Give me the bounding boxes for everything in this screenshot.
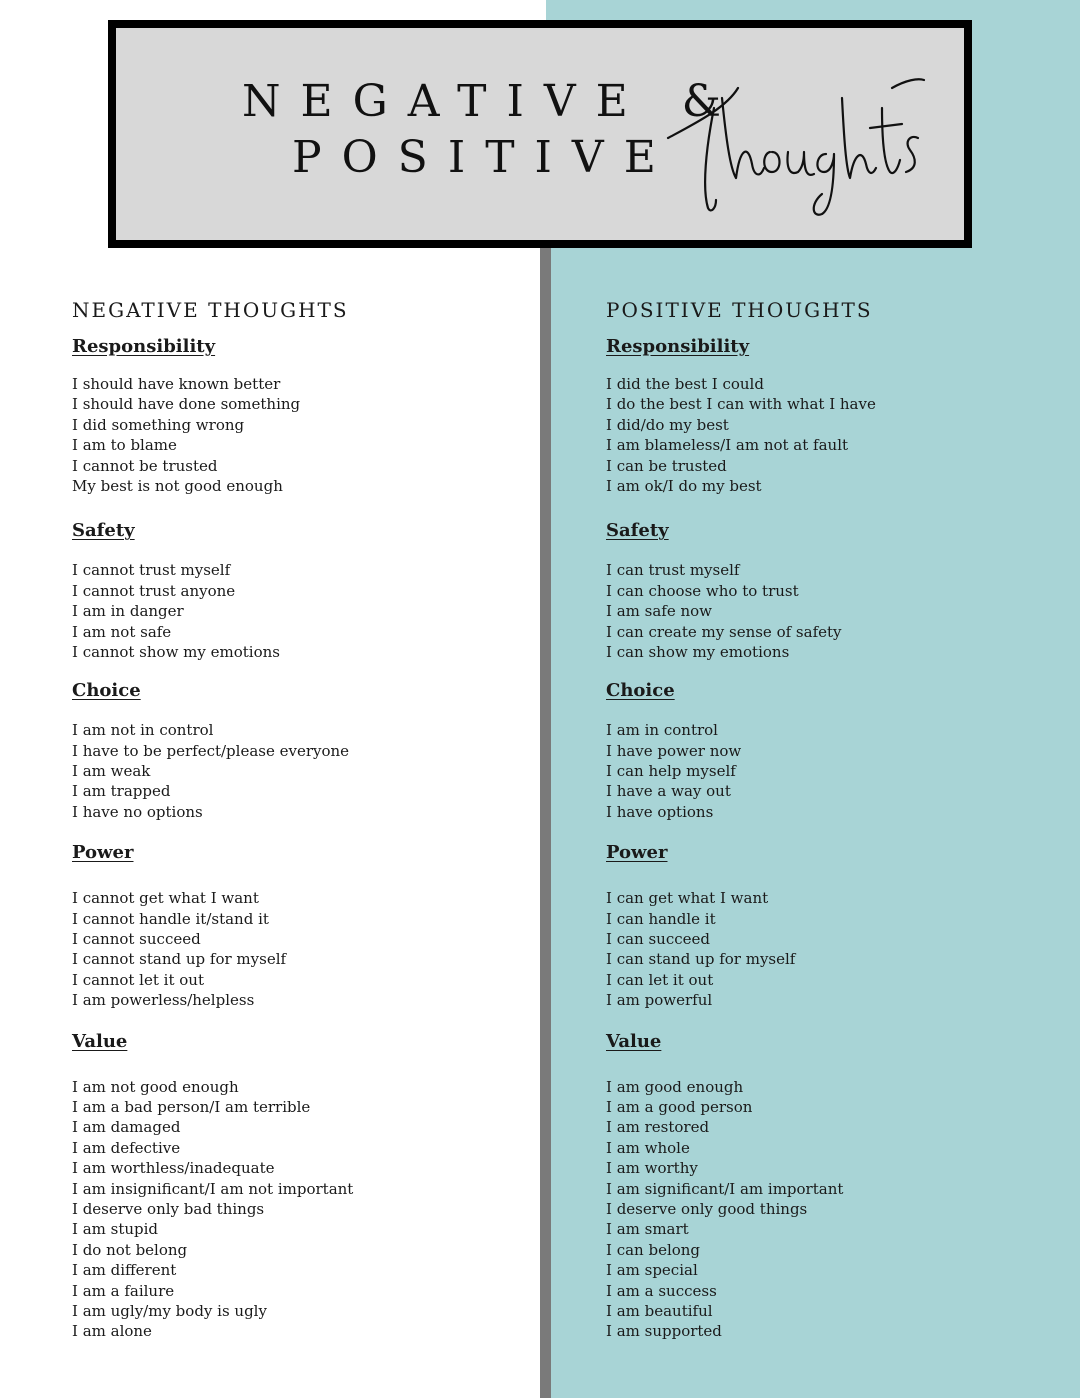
thought-item: I am worthless/inadequate bbox=[72, 1159, 275, 1178]
thought-item: I can be trusted bbox=[606, 456, 727, 475]
thought-item: I cannot succeed bbox=[72, 930, 201, 949]
thought-item: I am defective bbox=[72, 1138, 181, 1157]
thought-item: I am whole bbox=[606, 1138, 690, 1157]
thought-item: I am alone bbox=[72, 1322, 152, 1341]
thought-list bbox=[72, 888, 512, 1010]
thought-item: I deserve only good things bbox=[606, 1199, 808, 1218]
negative-thoughts-column bbox=[72, 296, 512, 1342]
thought-item: I have options bbox=[606, 802, 714, 821]
thoughts-script-lettering bbox=[666, 68, 926, 218]
thought-item: I have power now bbox=[606, 741, 742, 760]
category-heading: Choice bbox=[606, 680, 675, 702]
thought-item: I can show my emotions bbox=[606, 642, 790, 661]
thought-list bbox=[606, 374, 1046, 496]
thought-item: I did/do my best bbox=[606, 415, 729, 434]
thought-item: I am stupid bbox=[72, 1220, 159, 1239]
thought-item: I do the best I can with what I have bbox=[606, 395, 876, 414]
thought-item: I am weak bbox=[72, 762, 151, 781]
section-power bbox=[606, 840, 1046, 1010]
thought-list bbox=[606, 888, 1046, 1010]
section-value bbox=[72, 1029, 512, 1342]
category-heading: Safety bbox=[606, 520, 669, 542]
thought-list bbox=[72, 560, 512, 662]
section-responsibility bbox=[72, 334, 512, 496]
thought-item: I am not in control bbox=[72, 721, 214, 740]
thought-list bbox=[606, 1077, 1046, 1342]
positive-thoughts-column bbox=[606, 296, 1046, 1342]
category-heading: Safety bbox=[72, 520, 135, 542]
thought-item: I am trapped bbox=[72, 782, 171, 801]
thought-item: I cannot be trusted bbox=[72, 456, 218, 475]
thought-item: I am ok/I do my best bbox=[606, 476, 762, 495]
thought-item: I deserve only bad things bbox=[72, 1199, 265, 1218]
thought-item: I cannot handle it/stand it bbox=[72, 909, 269, 928]
thought-item: I can choose who to trust bbox=[606, 581, 799, 600]
thought-item: I did something wrong bbox=[72, 415, 245, 434]
section-power bbox=[72, 840, 512, 1010]
thought-item: I am powerless/helpless bbox=[72, 991, 255, 1010]
thought-item: I can belong bbox=[606, 1240, 701, 1259]
category-heading: Value bbox=[606, 1030, 662, 1052]
thought-item: I did the best I could bbox=[606, 375, 764, 393]
thought-item: I am blameless/I am not at fault bbox=[606, 436, 849, 455]
thought-item: I am different bbox=[72, 1261, 177, 1280]
category-heading: Responsibility bbox=[606, 336, 750, 357]
thought-item: I cannot get what I want bbox=[72, 889, 259, 908]
category-heading: Power bbox=[606, 842, 668, 864]
section-choice bbox=[72, 678, 512, 822]
thought-item: I can get what I want bbox=[606, 889, 769, 908]
thought-item: I am special bbox=[606, 1261, 698, 1280]
thought-item: I cannot trust myself bbox=[72, 561, 231, 580]
thought-list bbox=[72, 1077, 512, 1342]
section-value bbox=[606, 1029, 1046, 1342]
thought-item: I can let it out bbox=[606, 970, 714, 989]
negative-column-title: NEGATIVE THOUGHTS bbox=[72, 298, 349, 322]
thought-item: I am significant/I am important bbox=[606, 1179, 844, 1198]
thought-item: I am worthy bbox=[606, 1159, 698, 1178]
thought-item: I am not good enough bbox=[72, 1077, 239, 1096]
thought-item: I am supported bbox=[606, 1322, 722, 1341]
thought-item: I am in danger bbox=[72, 602, 184, 621]
thought-item: I have a way out bbox=[606, 782, 731, 801]
thought-item: I cannot trust anyone bbox=[72, 581, 236, 600]
thought-list bbox=[606, 560, 1046, 662]
title-line-1: NEGATIVE & bbox=[242, 76, 741, 127]
thought-item: I am ugly/my body is ugly bbox=[72, 1301, 267, 1320]
thought-item: I can handle it bbox=[606, 909, 716, 928]
section-safety bbox=[72, 518, 512, 662]
category-heading: Value bbox=[72, 1030, 128, 1052]
thought-item: I can succeed bbox=[606, 930, 710, 949]
thought-item: I am in control bbox=[606, 721, 718, 740]
thought-item: I am insignificant/I am not important bbox=[72, 1179, 354, 1198]
thought-item: I am good enough bbox=[606, 1077, 744, 1096]
thought-item: I should have known better bbox=[72, 375, 281, 393]
thought-item: I am a bad person/I am terrible bbox=[72, 1097, 311, 1116]
header-banner bbox=[108, 20, 972, 248]
column-divider bbox=[540, 248, 551, 1398]
positive-column-title: POSITIVE THOUGHTS bbox=[606, 298, 873, 322]
thought-item: I am restored bbox=[606, 1118, 710, 1137]
negative-sections bbox=[72, 334, 512, 1342]
section-responsibility bbox=[606, 334, 1046, 496]
thought-item: My best is not good enough bbox=[72, 476, 283, 495]
thought-item: I am powerful bbox=[606, 991, 713, 1010]
thought-item: I should have done something bbox=[72, 395, 301, 414]
thought-item: I have to be perfect/please everyone bbox=[72, 741, 350, 760]
thought-list bbox=[72, 720, 512, 822]
thought-item: I am smart bbox=[606, 1220, 689, 1239]
thought-item: I am to blame bbox=[72, 436, 177, 455]
thought-item: I am a success bbox=[606, 1281, 717, 1300]
category-heading: Responsibility bbox=[72, 336, 216, 357]
title-block bbox=[116, 28, 964, 240]
section-safety bbox=[606, 518, 1046, 662]
thought-item: I cannot stand up for myself bbox=[72, 950, 287, 969]
thought-item: I do not belong bbox=[72, 1240, 188, 1259]
thought-item: I am beautiful bbox=[606, 1301, 713, 1320]
thought-item: I am a failure bbox=[72, 1281, 175, 1300]
thought-list bbox=[606, 720, 1046, 822]
thought-item: I cannot show my emotions bbox=[72, 642, 280, 661]
thought-item: I cannot let it out bbox=[72, 970, 204, 989]
thought-item: I am damaged bbox=[72, 1118, 181, 1137]
section-choice bbox=[606, 678, 1046, 822]
thought-item: I have no options bbox=[72, 802, 203, 821]
thought-list bbox=[72, 374, 512, 496]
thought-item: I can trust myself bbox=[606, 561, 740, 580]
thought-item: I am a good person bbox=[606, 1097, 753, 1116]
category-heading: Power bbox=[72, 842, 134, 864]
title-line-2: POSITIVE bbox=[292, 132, 676, 183]
positive-sections bbox=[606, 334, 1046, 1342]
thought-item: I am not safe bbox=[72, 622, 172, 641]
thought-item: I can create my sense of safety bbox=[606, 622, 842, 641]
thought-item: I am safe now bbox=[606, 602, 712, 621]
category-heading: Choice bbox=[72, 680, 141, 702]
thought-item: I can stand up for myself bbox=[606, 950, 796, 969]
thought-item: I can help myself bbox=[606, 762, 736, 781]
